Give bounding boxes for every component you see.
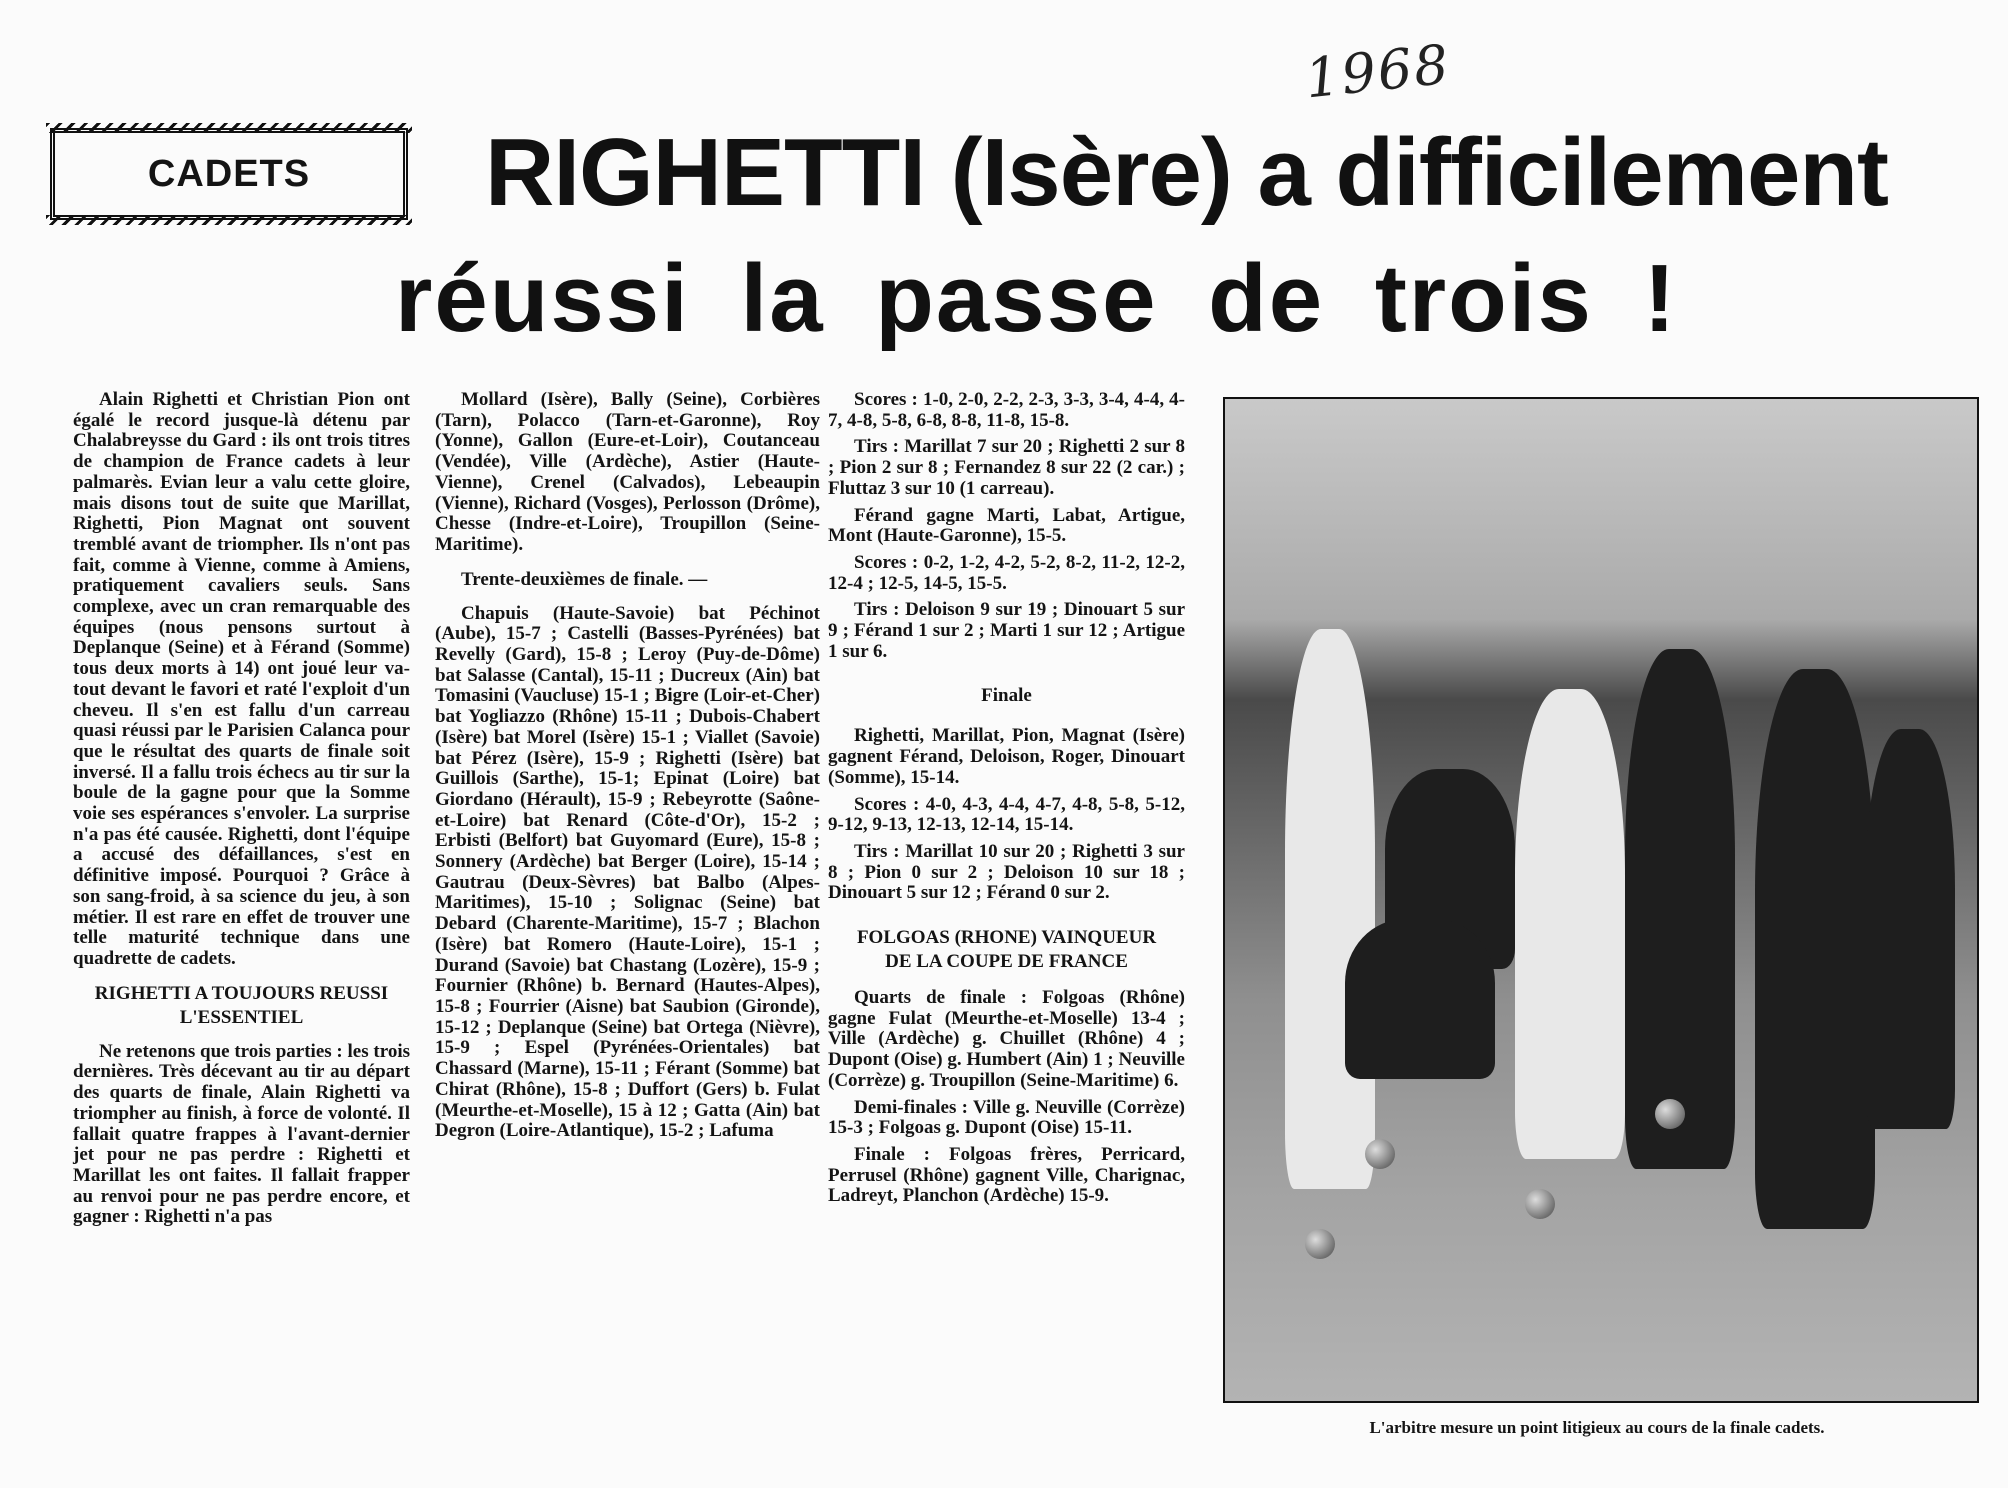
player-figure bbox=[1625, 649, 1735, 1169]
text: Ville g. Neuville (Corrèze) 15-3 ; Folgoas g. Dupont (Oise) 15-11. bbox=[828, 1096, 1185, 1139]
paragraph bbox=[828, 553, 1185, 594]
paragraph bbox=[828, 1098, 1185, 1139]
paragraph bbox=[828, 842, 1185, 904]
player-figure bbox=[1755, 669, 1875, 1229]
paragraph: Ne retenons que trois parties : les trois dernières. Très décevant au tir au départ des quarts de finale, Alain Righetti va triompher au finish, à force de volonté. Il fallait quatre frappes à l'avant-dernier jet pour ne pas perdre : Righetti et Marillat les ont faites. Il fallait frapper au renvoi pour ne pas perdre encore, et gagner : Righetti n'a pas bbox=[73, 1040, 410, 1228]
player-figure bbox=[1345, 919, 1495, 1079]
article-column-2 bbox=[435, 390, 820, 1148]
section-kicker: CADETS bbox=[147, 152, 311, 195]
text: 0-2, 1-2, 4-2, 5-2, 8-2, 11-2, 12-2, 12-4 ; 12-5, 14-5, 15-5. bbox=[828, 551, 1185, 594]
boule bbox=[1365, 1139, 1395, 1169]
article-column-1 bbox=[73, 390, 410, 1234]
lead-label: Tirs : bbox=[854, 436, 899, 458]
headline-line-1: RIGHETTI (Isère) a difficilement bbox=[485, 119, 1888, 226]
photo-caption: L'arbitre mesure un point litigieux au cours de la finale cadets. bbox=[1369, 1418, 1825, 1437]
lead-label: Tirs : bbox=[854, 840, 900, 862]
wavy-border-top bbox=[46, 123, 412, 133]
lead-label: Tirs : bbox=[854, 599, 900, 621]
boule bbox=[1655, 1099, 1685, 1129]
lead-label: Scores : bbox=[854, 389, 918, 410]
subheading: FOLGOAS (RHONE) VAINQUEUR DE LA COUPE DE FRANCE bbox=[856, 927, 1157, 973]
paragraph bbox=[828, 390, 1185, 431]
paragraph bbox=[828, 795, 1185, 836]
paragraph: Chapuis (Haute-Savoie) bat Péchinot (Aube), 15-7 ; Castelli (Basses-Pyrénées) bat Revelly (Gard), 15-8 ; Leroy (Puy-de-Dôme) bat Salasse (Cantal), 15-11 ; Ducreux (Ain) bat Tomasini (Vaucluse) 15-1 ; Bigre (Loir-et-Cher) bat Yogliazzo (Rhône) 15-11 ; Dubois-Chabert (Isère) bat Morel (Isère) 15-1 ; Viallet (Savoie) bat Pérez (Isère), 15-9 ; Righetti (Isère) bat Guillois (Sarthe), 15-1; Epinat (Loire) bat Giordano (Hérault), 15-9 ; Rebeyrotte (Saône-et-Loire) bat Renard (Côte-d'Or), 15-2 ; Erbisti (Belfort) bat Guyomard (Eure), 15-8 ; Sonnery (Ardèche) bat Berger (Loire), 15-14 ; Gautrau (Deux-Sèvres) bat Balbo (Alpes-Maritimes), 15-10 ; Solignac (Seine) bat Debard (Charente-Maritime), 15-7 ; Blachon (Isère) bat Romero (Haute-Loire), 15-1 ; Durand (Savoie) bat Chastang (Lozère), 15-9 ; Fournier (Rhône) b. Bernard (Hautes-Alpes), 15-8 ; Fourrier (Aisne) bat Saubion (Gironde), 15-12 ; Deplanque (Seine) bat Ortega (Nièvre), 15-9 ; Espel (Pyrénées-Orientales) bat Chassard (Marne), 15-11 ; Férant (Somme) bat Chirat (Rhône), 15-8 ; Duffort (Gers) b. Fulat (Meurthe-et-Moselle), 15 à 12 ; Gatta (Ain) bat Degron (Loire-Atlantique), 15-2 ; Lafuma bbox=[435, 602, 820, 1142]
lead-label: Quarts de finale : bbox=[854, 987, 1028, 1009]
subheading: RIGHETTI A TOUJOURS REUSSI L'ESSENTIEL bbox=[94, 982, 389, 1028]
paragraph bbox=[828, 437, 1185, 499]
boule bbox=[1305, 1229, 1335, 1259]
subheading: Trente-deuxièmes de finale. — bbox=[461, 568, 708, 590]
text: 1-0, 2-0, 2-2, 2-3, 3-3, 3-4, 4-4, 4-7, 4-8, 5-8, 6-8, 8-8, 11-8, 15-8. bbox=[828, 389, 1185, 431]
wavy-border-bottom bbox=[46, 215, 412, 225]
subheading: Finale bbox=[981, 685, 1032, 707]
headline-line-2: réussi la passe de trois ! bbox=[395, 245, 1678, 352]
handwritten-year: 1968 bbox=[1302, 32, 1454, 111]
text: Marillat 10 sur 20 ; Righetti 3 sur 8 ; Pion 0 sur 2 ; Deloison 10 sur 18 ; Dinouart 5 sur 12 ; Férand 0 sur 2. bbox=[828, 840, 1185, 904]
player-figure bbox=[1285, 629, 1375, 1189]
player-figure bbox=[1515, 689, 1625, 1159]
news-photo-petanque-final bbox=[1223, 397, 1979, 1403]
text: 4-0, 4-3, 4-4, 4-7, 4-8, 5-8, 5-12, 9-12, 9-13, 12-13, 12-14, 15-14. bbox=[828, 793, 1185, 836]
boule bbox=[1525, 1189, 1555, 1219]
lead-label: Scores : bbox=[854, 551, 919, 573]
paragraph: Férand gagne Marti, Labat, Artigue, Mont (Haute-Garonne), 15-5. bbox=[828, 504, 1185, 547]
lead-label: Scores : bbox=[854, 793, 920, 815]
text: Deloison 9 sur 19 ; Dinouart 5 sur 9 ; Férand 1 sur 2 ; Marti 1 sur 12 ; Artigue 1 sur 6. bbox=[828, 599, 1185, 662]
section-kicker-box bbox=[50, 128, 408, 220]
text: Marillat 7 sur 20 ; Righetti 2 sur 8 ; Pion 2 sur 8 ; Fernandez 8 sur 22 (2 car.) ; Fluttaz 3 sur 10 (1 carreau). bbox=[828, 436, 1185, 499]
player-figure bbox=[1865, 729, 1955, 1129]
paragraph: Alain Righetti et Christian Pion ont égalé le record jusque-là détenu par Chalabreysse du Gard : ils ont trois titres de champion de France cadets à leur palmarès. Evian leur a valu cette gloire, mais disons tout de suite que Marillat, Righetti, Pion Magnat ont souvent tremblé avant de triompher. Ils n'ont pas fait, comme à Vienne, comme à Amiens, pratiquement cavaliers seuls. Sans complexe, avec un cran remarquable des équipes (nous pensons surtout à Deplanque (Seine) et à Férand (Somme) tous deux morts à 14) ont joué leur va-tout devant le favori et raté l'exploit d'un cheveu. Il s'en est fallu d'un carreau quasi réussi par le Parisien Calanca pour que le résultat des quarts de finale soit inversé. Il a fallu trois échecs au tir sur la boule de la gagne pour que la Somme voie ses espérances s'envoler. La surprise n'a pas été causée. Righetti, dont l'équipe a accusé des défaillances, s'est en définitive imposé. Pourquoi ? Grâce à son sang-froid, à sa science du jeu, à son métier. Il est rare en effet de trouver une telle maturité technique dans une quadrette de cadets. bbox=[73, 389, 410, 969]
text: Folgoas (Rhône) gagne Fulat (Meurthe-et-Moselle) 13-4 ; Ville (Ardèche) g. Chuillet (Rhône) 4 ; Dupont (Oise) g. Humbert (Ain) 1 ; Neuville (Corrèze) g. Troupillon (Seine-Maritime) 6. bbox=[828, 987, 1185, 1091]
lead-label: Demi-finales : bbox=[854, 1096, 969, 1118]
paragraph: Mollard (Isère), Bally (Seine), Corbières (Tarn), Polacco (Tarn-et-Garonne), Roy (Yonne), Gallon (Eure-et-Loir), Coutanceau (Vendée), Ville (Ardèche), Astier (Haute-Vienne), Crenel (Calvados), Lebeaupin (Vienne), Richard (Vosges), Perlosson (Drôme), Chesse (Indre-et-Loire), Troupillon (Seine-Maritime). bbox=[435, 389, 820, 555]
lead-label: Finale : bbox=[854, 1143, 930, 1165]
article-column-3 bbox=[828, 390, 1185, 1213]
paragraph bbox=[828, 988, 1185, 1092]
paragraph bbox=[828, 1145, 1185, 1207]
paragraph bbox=[828, 600, 1185, 662]
paragraph: Righetti, Marillat, Pion, Magnat (Isère) gagnent Férand, Deloison, Roger, Dinouart (Somme), 15-14. bbox=[828, 725, 1185, 788]
text: Folgoas frères, Perricard, Perrusel (Rhône) gagnent Ville, Charignac, Ladreyt, Planchon (Ardèche) 15-9. bbox=[828, 1143, 1185, 1207]
